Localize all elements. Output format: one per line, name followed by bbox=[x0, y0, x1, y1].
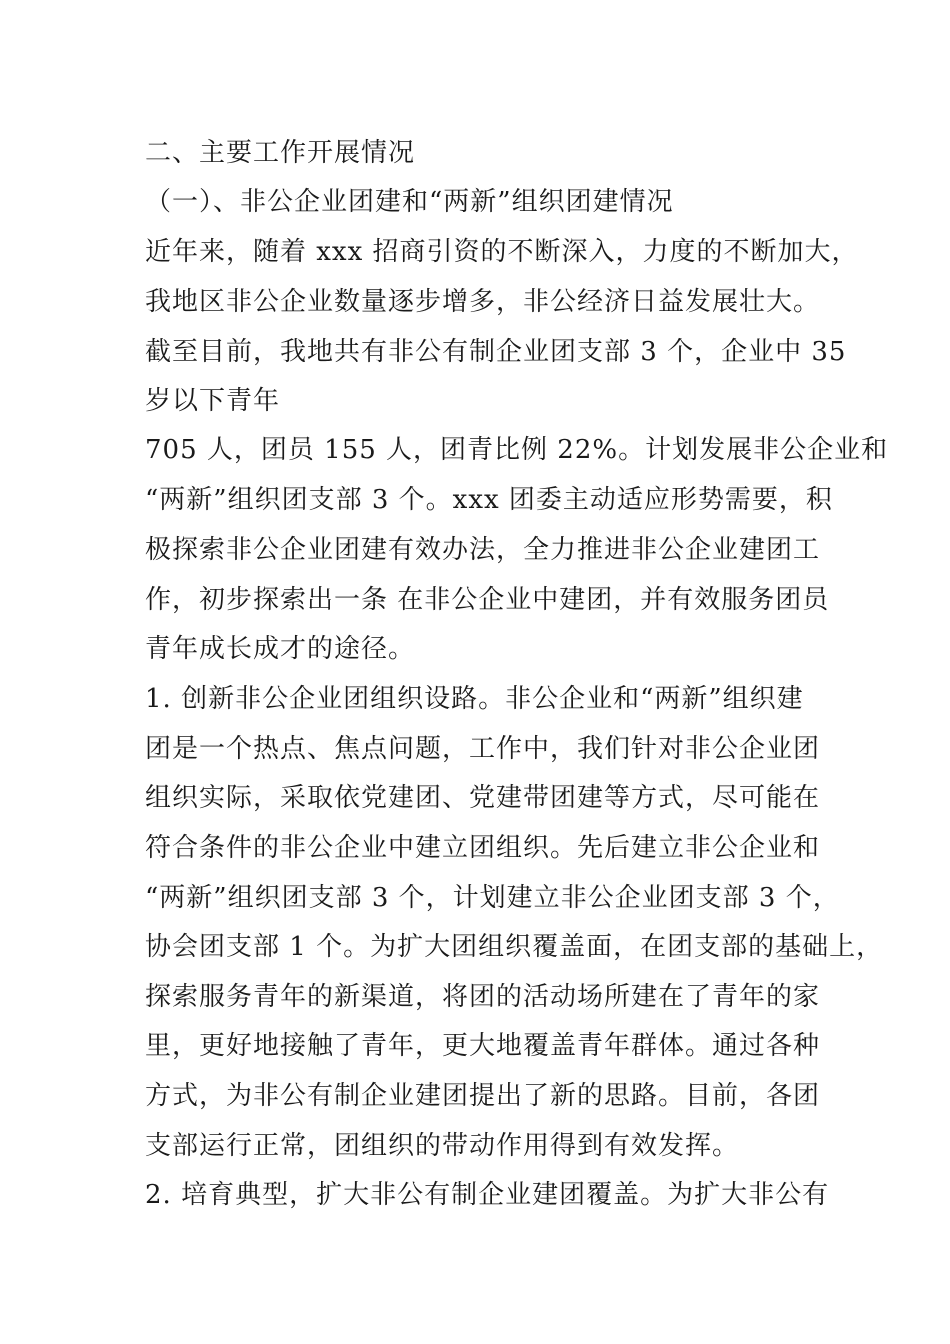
paragraph-line: 极探索非公企业团建有效办法，全力推进非公企业建团工 bbox=[145, 535, 821, 565]
paragraph-line: 方式，为非公有制企业建团提出了新的思路。目前，各团 bbox=[145, 1081, 821, 1111]
list-item-2-line: 2. 培育典型，扩大非公有制企业建团覆盖。为扩大非公有 bbox=[145, 1180, 830, 1210]
paragraph-line: “两新”组织团支部 3 个，计划建立非公企业团支部 3 个， bbox=[145, 883, 840, 913]
paragraph-line: 青年成长成才的途径。 bbox=[145, 634, 416, 664]
paragraph-line: “两新”组织团支部 3 个。xxx 团委主动适应形势需要，积 bbox=[145, 485, 833, 515]
paragraph-line: 团是一个热点、焦点问题，工作中，我们针对非公企业团 bbox=[145, 734, 821, 764]
paragraph-line: 我地区非公企业数量逐步增多，非公经济日益发展壮大。 bbox=[145, 287, 821, 317]
paragraph-line: 岁以下青年 bbox=[145, 386, 281, 416]
paragraph-line: 里，更好地接触了青年，更大地覆盖青年群体。通过各种 bbox=[145, 1031, 821, 1061]
paragraph-line: 截至目前，我地共有非公有制企业团支部 3 个，企业中 35 bbox=[145, 337, 847, 367]
paragraph-line: 协会团支部 1 个。为扩大团组织覆盖面，在团支部的基础上， bbox=[145, 932, 884, 962]
section-heading: 二、主要工作开展情况 bbox=[145, 138, 416, 168]
paragraph-line: 作，初步探索出一条 在非公企业中建团，并有效服务团员 bbox=[145, 585, 830, 615]
list-item-1-line: 1. 创新非公企业团组织设路。非公企业和“两新”组织建 bbox=[145, 684, 804, 714]
subsection-heading: （一）、非公企业团建和“两新”组织团建情况 bbox=[145, 187, 674, 217]
paragraph-line: 705 人，团员 155 人，团青比例 22%。计划发展非公企业和 bbox=[145, 435, 889, 465]
paragraph-line: 支部运行正常，团组织的带动作用得到有效发挥。 bbox=[145, 1131, 740, 1161]
paragraph-line: 近年来，随着 xxx 招商引资的不断深入，力度的不断加大， bbox=[145, 237, 859, 267]
paragraph-line: 探索服务青年的新渠道，将团的活动场所建在了青年的家 bbox=[145, 982, 821, 1012]
paragraph-line: 符合条件的非公企业中建立团组织。先后建立非公企业和 bbox=[145, 833, 821, 863]
paragraph-line: 组织实际，采取依党建团、党建带团建等方式，尽可能在 bbox=[145, 783, 821, 813]
